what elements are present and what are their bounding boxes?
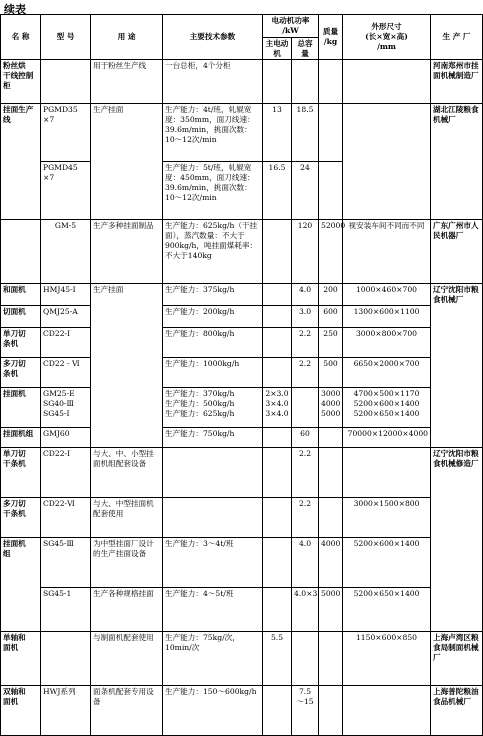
row9-total: 60: [292, 428, 319, 448]
row10-usage: 与大、中、小型挂面机组配套设备: [91, 448, 163, 498]
row9-name: 挂面机组: [1, 428, 41, 448]
row2a-params: 生产能力：4t/班，轧辊宽度：350mm，面刀线速：39.6m/min，挑面次数：10～12次/min: [163, 104, 263, 162]
row13-usage: 与制面机配套使用: [91, 632, 163, 686]
row13-main: 5.5: [263, 632, 292, 686]
row4-params: 生产能力：375kg/h: [163, 284, 263, 306]
table-row: [1, 388, 483, 428]
table-row: [1, 632, 483, 686]
row14-weight: [319, 686, 343, 736]
table-row: [1, 686, 483, 736]
row12a-params: 生产能力：3～4t/班: [163, 538, 263, 588]
row8-params: 生产能力：370kg/h 生产能力：500kg/h 生产能力：625kg/h: [163, 388, 263, 428]
row6-dims: 3000×800×700: [343, 328, 431, 358]
row3-model: GM-5: [41, 220, 91, 284]
header-weight: 质量 /kg: [319, 15, 343, 60]
equipment-spec-table: [0, 14, 483, 736]
row10-mfr: 辽宁沈阳市粮食机械修造厂: [431, 448, 483, 632]
row1-main: [263, 60, 292, 104]
row3-params: 生产能力：625kg/h（干挂面），蒸汽数量：不大于900kg/h，吨挂面煤耗率：不大于140kg: [163, 220, 263, 284]
row12a-main: [263, 538, 292, 588]
row8-dims: 4700×500×1170 5200×600×1400 5200×650×1400: [343, 388, 431, 428]
row2b-params: 生产能力：5t/班，轧辊宽度：450mm，面刀线速：39.6m/min，挑面次数：10～12次/min: [163, 162, 263, 220]
row4-name: 和面机: [1, 284, 41, 306]
row7-dims: 6650×2000×700: [343, 358, 431, 388]
table-row: [1, 220, 483, 284]
table-row: [1, 104, 483, 162]
header-main-motor: 主电动机: [263, 37, 292, 60]
row7-model: CD22 - Ⅵ: [41, 358, 91, 388]
row1-weight: [319, 60, 343, 104]
row12a-usage: 为中型挂面厂设计的生产挂面设备: [91, 538, 163, 588]
row10-main: [263, 448, 292, 498]
row11-weight: [319, 498, 343, 538]
header-total-capacity: 总容量: [292, 37, 319, 60]
row4-mfr: 辽宁沈阳市粮食机械厂: [431, 284, 483, 448]
row13-mfr: 上海卢湾区粮食局制面机械厂: [431, 632, 483, 686]
row9-weight: [319, 428, 343, 448]
row14-name: 双轴和 面机: [1, 686, 41, 736]
row7-params: 生产能力：1000kg/h: [163, 358, 263, 388]
row3-usage: 生产多种挂面制品: [91, 220, 163, 284]
row1-params: 一台总柜，4个分柜: [163, 60, 263, 104]
header-name: 名 称: [1, 15, 41, 60]
row3-main: [263, 220, 292, 284]
row11-total: 2.2: [292, 498, 319, 538]
row1-mfr: 河南郑州市挂面机械制造厂: [431, 60, 483, 104]
row12b-dims: 5200×650×1400: [343, 588, 431, 632]
row12a-total: 4.0: [292, 538, 319, 588]
row11-name: 多刀切 干条机: [1, 498, 41, 538]
row13-weight: [319, 632, 343, 686]
row2a-weight: [319, 104, 343, 162]
row10-dims: [343, 448, 431, 498]
row9-main: [263, 428, 292, 448]
row4-dims: 1000×460×700: [343, 284, 431, 306]
row4-main: [263, 284, 292, 306]
row12-name: 挂面机 组: [1, 538, 41, 632]
row12b-usage: 生产各种规格挂面: [91, 588, 163, 632]
row10-model: CD22-Ⅰ: [41, 448, 91, 498]
row2b-total: 24: [292, 162, 319, 220]
header-params: 主要技术参数: [163, 15, 263, 60]
row14-total: 7.5 ～15: [292, 686, 319, 736]
row2a-total: 18.5: [292, 104, 319, 162]
row11-main: [263, 498, 292, 538]
row11-dims: 3000×1500×800: [343, 498, 431, 538]
row11-usage: 与大、中型挂面机配套使用: [91, 498, 163, 538]
row8-weight: 3000 4000 5000: [319, 388, 343, 428]
row2-dims: [343, 104, 431, 220]
row1-usage: 用于粉丝生产线: [91, 60, 163, 104]
table-row: [1, 448, 483, 498]
row4-weight: 200: [319, 284, 343, 306]
row3-mfr: 广东广州市人民机器厂: [431, 220, 483, 284]
row4-total: 4.0: [292, 284, 319, 306]
row9-params: 生产能力：750kg/h: [163, 428, 263, 448]
row9-model: GMJ60: [41, 428, 91, 448]
header-model: 型 号: [41, 15, 91, 60]
row13-dims: 1150×600×850: [343, 632, 431, 686]
row2-mfr: 湖北江陵粮食机械厂: [431, 104, 483, 220]
row2a-model: PGMD35 ×7: [41, 104, 91, 162]
row5-dims: 1300×600×1100: [343, 306, 431, 328]
row7-total: 2.2: [292, 358, 319, 388]
row5-weight: 600: [319, 306, 343, 328]
row1-name: 粉丝烘 干线控制 柜: [1, 60, 41, 104]
row5-model: QMJ25-A: [41, 306, 91, 328]
row12a-model: SG45-Ⅲ: [41, 538, 91, 588]
row9-dims: 70000×12000×4000: [343, 428, 431, 448]
header-dimensions: 外形尺寸 (长×宽×高) /mm: [343, 15, 431, 60]
row2b-weight: [319, 162, 343, 220]
row12a-dims: 5200×600×1400: [343, 538, 431, 588]
row1-model: [41, 60, 91, 104]
row14-main: [263, 686, 292, 736]
row6-main: [263, 328, 292, 358]
row7-main: [263, 358, 292, 388]
table-row: [1, 498, 483, 538]
row8-name: 挂面机: [1, 388, 41, 428]
row7-name: 多刀切 条机: [1, 358, 41, 388]
row3-weight: 52000: [319, 220, 343, 284]
row2a-main: 13: [263, 104, 292, 162]
row3-dims: 视安装车间不同而不同: [343, 220, 431, 284]
row12a-weight: 4000: [319, 538, 343, 588]
row5-main: [263, 306, 292, 328]
row8-model: GM25-E SG40-Ⅲ SG45-Ⅰ: [41, 388, 91, 428]
row8-total: [292, 388, 319, 428]
page-heading: 续表: [4, 3, 26, 16]
row12b-params: 生产能力：4～5t/班: [163, 588, 263, 632]
row12b-total: 4.0×3: [292, 588, 319, 632]
row4-model: HMJ45-Ⅰ: [41, 284, 91, 306]
row10-name: 单刀切 干条机: [1, 448, 41, 498]
row3-name: [1, 220, 41, 284]
row6-params: 生产能力：800kg/h: [163, 328, 263, 358]
row2b-model: PGMD45 ×7: [41, 162, 91, 220]
row3-total: 120: [292, 220, 319, 284]
row5-params: 生产能力：200kg/h: [163, 306, 263, 328]
header-usage: 用 途: [91, 15, 163, 60]
row14-usage: 面条机配套专用设备: [91, 686, 163, 736]
row13-params: 生产能力：75kg/次，10min/次: [163, 632, 263, 686]
row14-model: HWJ系列: [41, 686, 91, 736]
row11-params: [163, 498, 263, 538]
header-power: 电动机功率 /kW: [263, 15, 319, 38]
table-row: [1, 60, 483, 104]
row14-params: 生产能力：150～600kg/h: [163, 686, 263, 736]
table-row: [1, 284, 483, 306]
row12b-weight: 5000: [319, 588, 343, 632]
row6-weight: 250: [319, 328, 343, 358]
row6-total: 2.2: [292, 328, 319, 358]
row14-mfr: 上海普陀粮油食品机械厂: [431, 686, 483, 736]
row4-usage: 生产挂面: [91, 284, 163, 448]
row13-name: 单轴和 面机: [1, 632, 41, 686]
row13-model: [41, 632, 91, 686]
row8-main: 2×3.0 3×4.0 3×4.0: [263, 388, 292, 428]
table-row: [1, 306, 483, 328]
row10-params: [163, 448, 263, 498]
row5-total: 3.0: [292, 306, 319, 328]
row7-weight: 500: [319, 358, 343, 388]
table-row: [1, 538, 483, 588]
table-row: [1, 328, 483, 358]
row2-name: 挂面生产线: [1, 104, 41, 220]
row12b-model: SG45-1: [41, 588, 91, 632]
row1-total: [292, 60, 319, 104]
row5-name: 切面机: [1, 306, 41, 328]
row2b-main: 16.5: [263, 162, 292, 220]
row6-model: CD22-Ⅰ: [41, 328, 91, 358]
row14-dims: [343, 686, 431, 736]
row10-weight: [319, 448, 343, 498]
row11-model: CD22-Ⅵ: [41, 498, 91, 538]
row6-name: 单刀切 条机: [1, 328, 41, 358]
row13-total: [292, 632, 319, 686]
table-row: [1, 358, 483, 388]
row12b-main: [263, 588, 292, 632]
row2-usage: 生产挂面: [91, 104, 163, 220]
row1-dims: [343, 60, 431, 104]
table-row: [1, 428, 483, 448]
table-row: [1, 588, 483, 632]
header-manufacturer: 生 产 厂: [431, 15, 483, 60]
row10-total: 2.2: [292, 448, 319, 498]
